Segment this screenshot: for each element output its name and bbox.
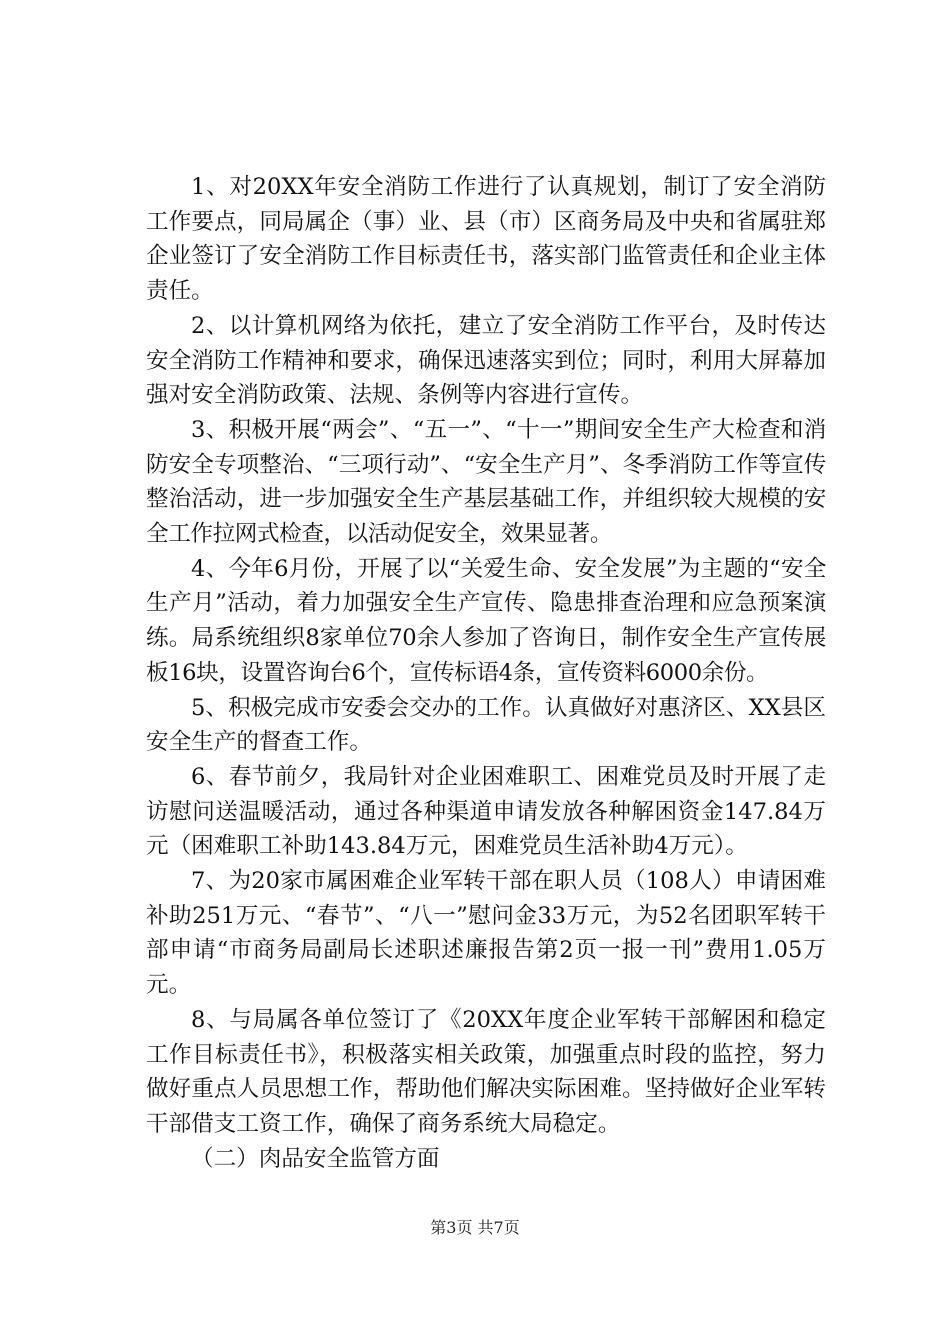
paragraph-6: 6、春节前夕，我局针对企业困难职工、困难党员及时开展了走访慰问送温暖活动，通过各种渠道申请发放各种解困资金147.84万元（困难职工补助143.84万元，困难党员生活补助4万元）。 <box>146 763 826 860</box>
document-body <box>146 170 826 1176</box>
paragraph-8: 8、与局属各单位签订了《20XX年度企业军转干部解困和稳定工作目标责任书》，积极落实相关政策，加强重点时段的监控，努力做好重点人员思想工作，帮助他们解决实际困难。坚持做好企业军转干部借支工资工作，确保了商务系统大局稳定。 <box>146 1006 826 1137</box>
paragraph-3: 3、积极开展“两会”、“五一”、“十一”期间安全生产大检查和消防安全专项整治、“三项行动”、“安全生产月”、冬季消防工作等宣传整治活动，进一步加强安全生产基层基础工作，并组织较大规模的安全工作拉网式检查，以活动促安全，效果显著。 <box>146 416 826 548</box>
paragraph-7: 7、为20家市属困难企业军转干部在职人员（108人）申请困难补助251万元、“春节”、“八一”慰问金33万元，为52名团职军转干部申请“市商务局副局长述职述廉报告第2页一报一刊”费用1.05万元。 <box>146 868 826 999</box>
section-heading: （二）肉品安全监管方面 <box>191 1145 440 1172</box>
page-footer: 第3页 共7页 <box>430 1218 520 1237</box>
paragraph-4: 4、今年6月份，开展了以“关爱生命、安全发展”为主题的“安全生产月”活动，着力加强安全生产宣传、隐患排查治理和应急预案演练。局系统组织8家单位70余人参加了咨询日，制作安全生产宣传展板16块，设置咨询台6个，宣传标语4条，宣传资料6000余份。 <box>146 555 826 686</box>
paragraph-2: 2、以计算机网络为依托，建立了安全消防工作平台，及时传达安全消防工作精神和要求，确保迅速落实到位；同时，利用大屏幕加强对安全消防政策、法规、条例等内容进行宣传。 <box>146 312 826 409</box>
paragraph-1: 1、对20XX年安全消防工作进行了认真规划，制订了安全消防工作要点，同局属企（事）业、县（市）区商务局及中央和省属驻郑企业签订了安全消防工作目标责任书，落实部门监管责任和企业主体责任。 <box>146 174 826 305</box>
paragraph-5: 5、积极完成市安委会交办的工作。认真做好对惠济区、XX县区安全生产的督查工作。 <box>146 694 826 756</box>
